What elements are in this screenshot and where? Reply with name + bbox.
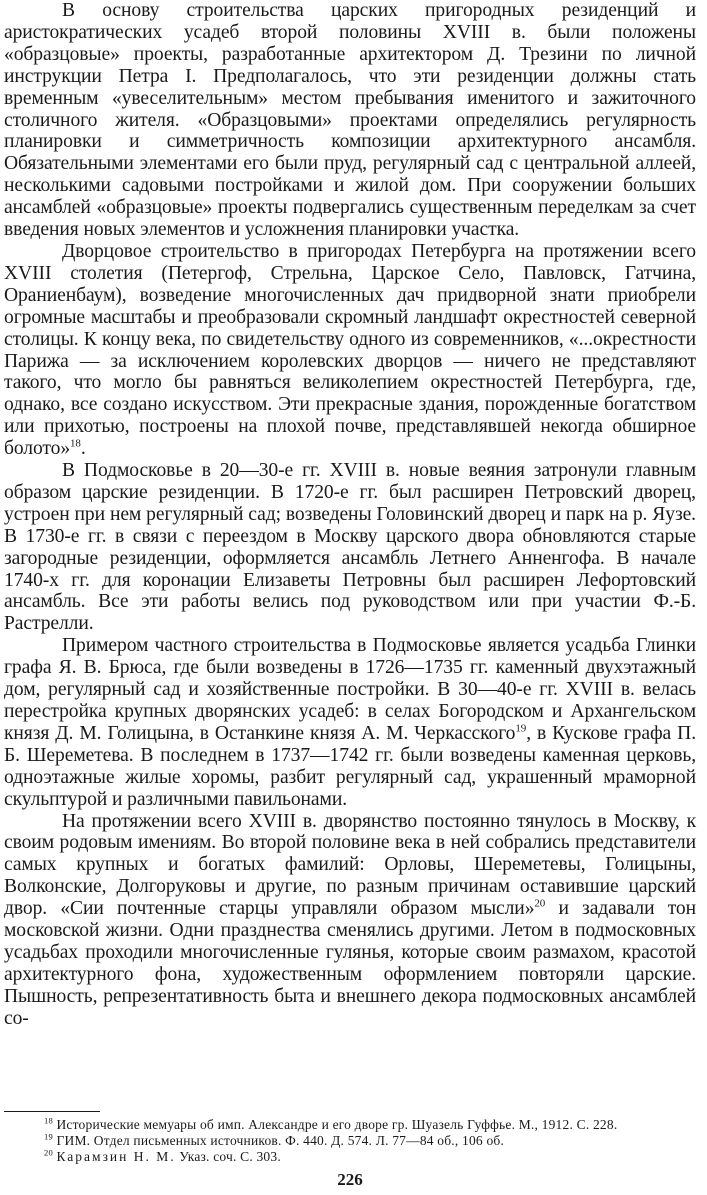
footnote-number: 19 [44, 1131, 53, 1142]
paragraph-text: Дворцовое строительство в пригородах Петербурга на протяжении всего XVIII столетия (Петергоф, Стрельна, Царское Село, Павловск, Гатчина, Ораниенбаум), возведение многочисленных дач придворной знати приобрели огромные масштабы и преобразовали скромный ландшафт окрестностей северной столицы. К концу века, по свидетельству одного из современников, «...окрестности Парижа — за исключением королевских дворцов — ничего не представляют такого, что могло бы равняться великолепием окрестностей Петербурга, где, однако, все создано искусством. Эти прекрасные здания, порожденные богатством или прихотью, построены на плохой почве, представлявшей некогда обширное болото» [4, 240, 696, 460]
footnote-ref[interactable]: 18 [70, 437, 81, 450]
paragraph [4, 811, 696, 1030]
paragraph [4, 241, 696, 460]
paragraph-tail: и задавали тон московской жизни. Одни празднества сменялись другими. Летом в подмосковных усадьбах проходили многочисленные гулянья, которые своим размахом, красотой архитектурного фона, художественным оформлением повторяли царские. Пышность, репрезентативность быта и внешнего декора подмосковных ансамблей со- [4, 898, 697, 1029]
footnote-number: 18 [44, 1115, 53, 1126]
paragraph-text: На протяжении всего XVIII в. дворянство постоянно тянулось в Москву, к своим родовым имениям. Во второй половине века в ней собрались представители самых крупных и богатых фамилий: Орловы, Шереметевы, Голицыны, Волконские, Долгоруковы и другие, по разным причинам оставившие царский двор. «Сии почтенные старцы управляли образом мысли» [4, 810, 696, 920]
body-text [4, 0, 696, 1030]
paragraph-tail: , в Кускове графа П. Б. Шереметева. В последнем в 1737—1742 гг. были возведены каменная церковь, одноэтажные жилые хоромы, разбит регулярный сад, украшенный мраморной скульптурой и различными павильонами. [4, 722, 696, 810]
paragraph [4, 0, 696, 241]
footnote [4, 1133, 696, 1149]
footnote-text: Указ. соч. С. 303. [175, 1149, 281, 1164]
footnote-author: Карамзин Н. М. [56, 1149, 176, 1164]
footnotes [4, 1117, 696, 1165]
footnote [4, 1117, 696, 1133]
paragraph-text: Примером частного строительства в Подмосковье является усадьба Глинки графа Я. В. Брюса, где были возведены в 1726—1735 гг. каменный двухэтажный дом, регулярный сад и хозяйственные постройки. В 30—40-е гг. XVIII в. велась перестройка крупных дворянских усадеб: в селах Богородском и Архангельском князя Д. М. Голицына, в Останкине князя А. М. Черкасского [4, 635, 696, 744]
paragraph [4, 635, 696, 810]
footnote [4, 1149, 696, 1165]
footnote-text: ГИМ. Отдел письменных источников. Ф. 440. Д. 574. Л. 77—84 об., 106 об. [56, 1133, 505, 1148]
paragraph-text: В основу строительства царских пригородных резиденций и аристократических усадеб второй половины XVIII в. были положены «образцовые» проекты, разработанные архитектором Д. Трезини по личной инструкции Петра I. Предполагалось, что эти резиденции должны стать временным «увеселительным» местом пребывания именитого и зажиточного столичного жителя. «Образцовыми» проектами определялись регулярность планировки и симметричность композиции архитектурного ансамбля. Обязательными элементами его были пруд, регулярный сад с центральной аллеей, несколькими садовыми постройками и жилой дом. При сооружении больших ансамблей «образцовые» проекты подвергались существенным переделкам за счет введения новых элементов и усложнения планировки участка. [4, 0, 696, 241]
footnote-ref[interactable]: 20 [534, 897, 546, 910]
paragraph-text: В Подмосковье в 20—30-е гг. XVIII в. новые веяния затронули главным образом царские резиденции. В 1720-е гг. был расширен Петровский дворец, устроен при нем регулярный сад; возведены Головинский дворец и парк на р. Яузе. В 1730-е гг. в связи с переездом в Москву царского двора обновляются старые загородные резиденции, оформляется ансамбль Летнего Анненгофа. В начале 1740-х гг. для коронации Елизаветы Петровны был расширен Лефортовский ансамбль. Все эти работы велись под руководством или при участии Ф.-Б. Растрелли. [4, 460, 696, 635]
footnote-text: Исторические мемуары об имп. Александре и его дворе гр. Шуазель Гуффье. М., 1912. С. 228. [56, 1117, 618, 1132]
page [4, 0, 697, 1189]
page-number: 226 [337, 1170, 363, 1189]
paragraph [4, 460, 696, 635]
paragraph-tail: . [80, 438, 86, 460]
footnote-number: 20 [44, 1147, 53, 1158]
footnote-ref[interactable]: 19 [515, 722, 527, 735]
footnote-divider [4, 1111, 100, 1112]
